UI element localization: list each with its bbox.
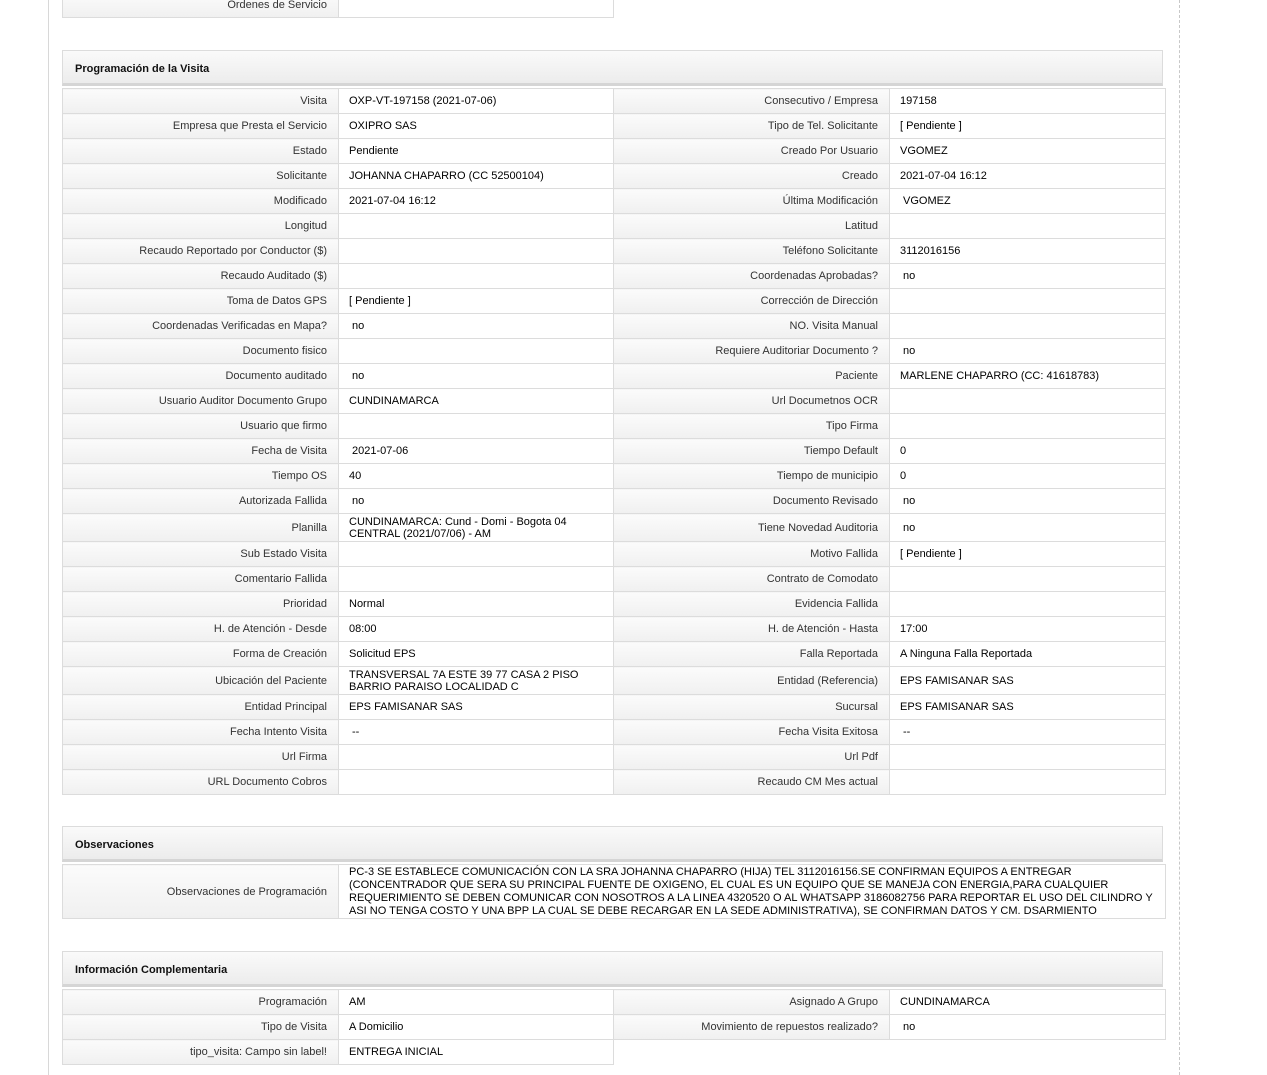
field-value: no: [890, 339, 1166, 364]
table-row: [63, 542, 1166, 567]
field-label: Prioridad: [63, 592, 339, 617]
field-value: EPS FAMISANAR SAS: [890, 695, 1166, 720]
field-label: Planilla: [63, 514, 339, 542]
field-value: no: [890, 514, 1166, 542]
field-value: CUNDINAMARCA: [890, 990, 1166, 1015]
field-value: 0: [890, 464, 1166, 489]
field-label: Requiere Auditoriar Documento ?: [614, 339, 890, 364]
table-row: [63, 314, 1166, 339]
table-row: [63, 720, 1166, 745]
field-value: --: [890, 720, 1166, 745]
table-row: [63, 990, 1166, 1015]
table-row: [63, 239, 1166, 264]
field-value: [890, 214, 1166, 239]
section-header-complementaria: [62, 951, 1163, 987]
field-value: [ Pendiente ]: [890, 114, 1166, 139]
table-row: [63, 489, 1166, 514]
field-label: Fecha de Visita: [63, 439, 339, 464]
table-row: [63, 1015, 1166, 1040]
field-value: [890, 745, 1166, 770]
table-row: [63, 414, 1166, 439]
field-label: Ordenes de Servicio: [63, 0, 339, 18]
field-label: Visita: [63, 89, 339, 114]
field-value: CUNDINAMARCA: [339, 389, 614, 414]
field-label: Tipo de Tel. Solicitante: [614, 114, 890, 139]
table-row: [63, 567, 1166, 592]
field-value: no: [339, 489, 614, 514]
field-label: Movimiento de repuestos realizado?: [614, 1015, 890, 1040]
field-value: no: [339, 364, 614, 389]
field-label: Sub Estado Visita: [63, 542, 339, 567]
field-value: MARLENE CHAPARRO (CC: 41618783): [890, 364, 1166, 389]
field-label: Asignado A Grupo: [614, 990, 890, 1015]
table-row: [63, 89, 1166, 114]
table-row: [63, 114, 1166, 139]
field-label: Latitud: [614, 214, 890, 239]
field-value: no: [890, 489, 1166, 514]
field-label: Corrección de Dirección: [614, 289, 890, 314]
section-header-observaciones: [62, 826, 1163, 862]
field-label: Tiempo Default: [614, 439, 890, 464]
field-label: Forma de Creación: [63, 642, 339, 667]
field-value: no: [890, 264, 1166, 289]
field-label: Longitud: [63, 214, 339, 239]
field-label: Documento fisico: [63, 339, 339, 364]
field-label: URL Documento Cobros: [63, 770, 339, 795]
field-label: Creado: [614, 164, 890, 189]
table-row: [63, 695, 1166, 720]
field-value: [339, 770, 614, 795]
field-label: Recaudo Auditado ($): [63, 264, 339, 289]
field-label: Url Pdf: [614, 745, 890, 770]
field-value: [890, 414, 1166, 439]
field-value: OXIPRO SAS: [339, 114, 614, 139]
table-row: [63, 514, 1166, 542]
field-value: Normal: [339, 592, 614, 617]
table-row: [63, 214, 1166, 239]
field-value: JOHANNA CHAPARRO (CC 52500104): [339, 164, 614, 189]
field-label: Url Firma: [63, 745, 339, 770]
field-value: OXP-VT-197158 (2021-07-06): [339, 89, 614, 114]
field-label: Tipo Firma: [614, 414, 890, 439]
field-value: [339, 745, 614, 770]
field-label: Tiempo de municipio: [614, 464, 890, 489]
field-value: 0: [890, 439, 1166, 464]
field-label: Url Documetnos OCR: [614, 389, 890, 414]
table-row: [63, 289, 1166, 314]
field-label: Entidad Principal: [63, 695, 339, 720]
field-label: Recaudo CM Mes actual: [614, 770, 890, 795]
field-value: EPS FAMISANAR SAS: [339, 695, 614, 720]
field-label: Tiempo OS: [63, 464, 339, 489]
field-label: Entidad (Referencia): [614, 667, 890, 695]
complementaria-table: [62, 989, 1166, 1040]
field-label: Paciente: [614, 364, 890, 389]
field-value: [339, 264, 614, 289]
field-label: Documento Revisado: [614, 489, 890, 514]
field-value: [890, 592, 1166, 617]
table-row: [63, 642, 1166, 667]
field-label: H. de Atención - Desde: [63, 617, 339, 642]
field-value: 2021-07-06: [339, 439, 614, 464]
table-row: [63, 139, 1166, 164]
table-row: [63, 364, 1166, 389]
top-partial-table: [62, 0, 614, 18]
field-label: Teléfono Solicitante: [614, 239, 890, 264]
left-page-border: [48, 0, 49, 1075]
field-value: [890, 389, 1166, 414]
table-row: [63, 770, 1166, 795]
field-value: [890, 289, 1166, 314]
field-value: EPS FAMISANAR SAS: [890, 667, 1166, 695]
field-label: Modificado: [63, 189, 339, 214]
section-title: Observaciones: [75, 839, 154, 851]
field-value: no: [339, 314, 614, 339]
table-row: [63, 592, 1166, 617]
field-label: Comentario Fallida: [63, 567, 339, 592]
section-title: Programación de la Visita: [75, 63, 210, 75]
field-value: Solicitud EPS: [339, 642, 614, 667]
observaciones-text: [339, 865, 1166, 919]
field-label: Usuario que firmo: [63, 414, 339, 439]
field-value: 2021-07-04 16:12: [339, 189, 614, 214]
field-value: [890, 770, 1166, 795]
section-header-programacion: [62, 50, 1163, 86]
field-label: Ubicación del Paciente: [63, 667, 339, 695]
field-label: Recaudo Reportado por Conductor ($): [63, 239, 339, 264]
right-dashed-border: [1179, 0, 1180, 1075]
field-label: Falla Reportada: [614, 642, 890, 667]
field-value: 3112016156: [890, 239, 1166, 264]
field-label: Tiene Novedad Auditoria: [614, 514, 890, 542]
field-label: Sucursal: [614, 695, 890, 720]
field-label: Programación: [63, 990, 339, 1015]
field-label: Motivo Fallida: [614, 542, 890, 567]
field-label: Estado: [63, 139, 339, 164]
field-value: no: [890, 1015, 1166, 1040]
observaciones-label: Observaciones de Programación: [63, 865, 339, 919]
field-label: NO. Visita Manual: [614, 314, 890, 339]
observaciones-table: [62, 864, 1166, 919]
field-value: --: [339, 720, 614, 745]
field-value: [339, 567, 614, 592]
field-label: tipo_visita: Campo sin label!: [63, 1040, 339, 1065]
table-row: [63, 617, 1166, 642]
table-row: [63, 389, 1166, 414]
field-value: A Ninguna Falla Reportada: [890, 642, 1166, 667]
field-value: VGOMEZ: [890, 189, 1166, 214]
field-label: Usuario Auditor Documento Grupo: [63, 389, 339, 414]
table-row: [63, 339, 1166, 364]
field-label: Evidencia Fallida: [614, 592, 890, 617]
field-value: ENTREGA INICIAL: [339, 1040, 614, 1065]
field-label: Documento auditado: [63, 364, 339, 389]
field-value: [339, 0, 614, 18]
field-value: Pendiente: [339, 139, 614, 164]
field-label: Solicitante: [63, 164, 339, 189]
field-label: Consecutivo / Empresa: [614, 89, 890, 114]
table-row: [63, 164, 1166, 189]
field-label: Tipo de Visita: [63, 1015, 339, 1040]
field-value: AM: [339, 990, 614, 1015]
field-label: Autorizada Fallida: [63, 489, 339, 514]
field-label: H. de Atención - Hasta: [614, 617, 890, 642]
field-value: [890, 314, 1166, 339]
section-title: Información Complementaria: [75, 964, 228, 976]
field-label: Última Modificación: [614, 189, 890, 214]
table-row: [63, 667, 1166, 695]
table-row: [63, 464, 1166, 489]
field-label: Contrato de Comodato: [614, 567, 890, 592]
observaciones-text-content: PC-3 SE ESTABLECE COMUNICACIÓN CON LA SRA JOHANNA CHAPARRO (HIJA) TEL 3112016156.SE CONFIRMAN EQUIPOS A ENTREGAR (CONCENTRADOR QUE SERA SU PRINCIPAL FUENTE DE OXIGENO, EL CUAL ES UN EQUIPO QUE SE MANEJA CON ENERGIA,PARA CUALQUIER REQUERIMIENTO SE DEBEN COMUNICAR CON NOSOTROS A LA LINEA 4320520 O AL WHATSAPP 3186082756 PARA REPORTAR EL USO DEL CILINDRO Y ASI NO TENGA COSTO Y UNA BPP LA CUAL SE DEBE RECARGAR EN LA SEDE ADMINISTRATIVA), SE CONFIRMAN DATOS Y CM. DSARMIENTO: [349, 866, 1153, 917]
field-value: CUNDINAMARCA: Cund - Domi - Bogota 04 CENTRAL (2021/07/06) - AM: [339, 514, 614, 542]
field-value: 197158: [890, 89, 1166, 114]
field-label: Toma de Datos GPS: [63, 289, 339, 314]
field-label: Empresa que Presta el Servicio: [63, 114, 339, 139]
field-value: [ Pendiente ]: [890, 542, 1166, 567]
field-value: [890, 567, 1166, 592]
field-label: Fecha Intento Visita: [63, 720, 339, 745]
programacion-table: [62, 88, 1166, 795]
field-value: [339, 542, 614, 567]
table-row: [63, 439, 1166, 464]
field-value: A Domicilio: [339, 1015, 614, 1040]
field-value: [339, 339, 614, 364]
field-value: [339, 214, 614, 239]
field-label: Creado Por Usuario: [614, 139, 890, 164]
field-value: 40: [339, 464, 614, 489]
table-row: [63, 189, 1166, 214]
field-value: 08:00: [339, 617, 614, 642]
field-label: Coordenadas Aprobadas?: [614, 264, 890, 289]
table-row: [63, 264, 1166, 289]
field-value: [ Pendiente ]: [339, 289, 614, 314]
field-value: TRANSVERSAL 7A ESTE 39 77 CASA 2 PISO BARRIO PARAISO LOCALIDAD C: [339, 667, 614, 695]
field-label: Fecha Visita Exitosa: [614, 720, 890, 745]
field-value: VGOMEZ: [890, 139, 1166, 164]
complementaria-last-table: [62, 1039, 614, 1065]
field-value: [339, 414, 614, 439]
table-row: [63, 745, 1166, 770]
field-value: [339, 239, 614, 264]
field-value: 17:00: [890, 617, 1166, 642]
field-label: Coordenadas Verificadas en Mapa?: [63, 314, 339, 339]
field-value: 2021-07-04 16:12: [890, 164, 1166, 189]
